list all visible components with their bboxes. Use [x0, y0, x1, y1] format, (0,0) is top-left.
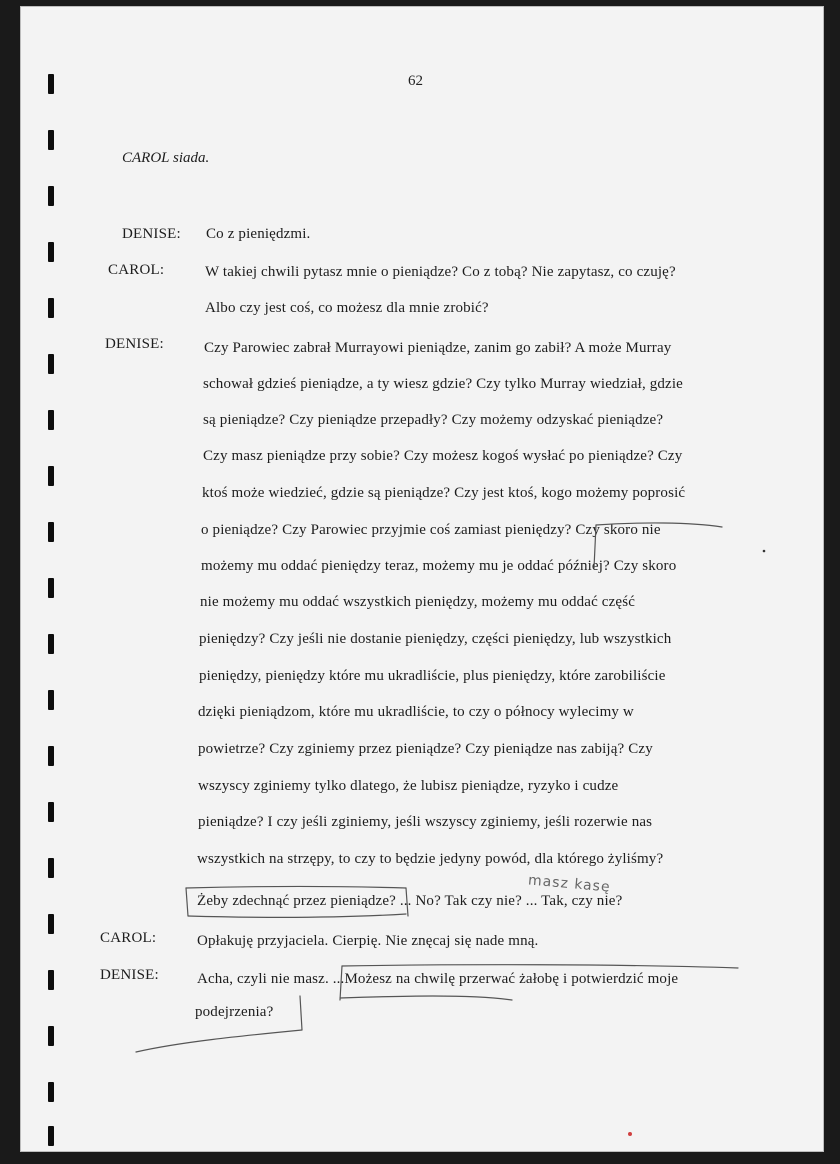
page-number: 62: [408, 73, 423, 89]
bracket-mark: [186, 888, 188, 916]
dialogue-line: o pieniądze? Czy Parowiec przyjmie coś zamiast pieniędzy? Czy skoro nie: [201, 522, 661, 538]
stage-direction: CAROL siada.: [122, 150, 210, 166]
dialogue-line: wszyscy zginiemy tylko dlatego, że lubisz pieniądze, ryzyko i cudze: [198, 778, 619, 794]
dialogue-line: Czy masz pieniądze przy sobie? Czy możesz kogoś wysłać po pieniądze? Czy: [203, 448, 683, 464]
bracket-mark: [340, 966, 342, 1000]
bracket-mark: [596, 523, 722, 527]
bracket-mark: [136, 1030, 302, 1052]
bracket-mark: [340, 996, 512, 1000]
bracket-mark: [188, 914, 406, 917]
dialogue-line: wszystkich na strzępy, to czy to będzie jedyny powód, dla którego żyliśmy?: [197, 851, 664, 867]
dialogue-line: Czy Parowiec zabrał Murrayowi pieniądze, zanim go zabił? A może Murray: [204, 340, 672, 356]
dialogue-line: Co z pieniędzmi.: [206, 226, 311, 242]
dialogue-line: dzięki pieniądzom, które mu ukradliście, to czy o północy wylecimy w: [198, 704, 634, 720]
bracket-mark: [186, 887, 406, 889]
dialogue-line: nie możemy mu oddać wszystkich pieniędzy, możemy mu oddać część: [200, 594, 636, 610]
dialogue-line: Żeby zdechnąć przez pieniądze? ... No? Tak czy nie? ... Tak, czy nie?: [197, 893, 623, 909]
speaker-name: CAROL:: [108, 262, 165, 278]
dialogue-line: pieniądze? I czy jeśli zginiemy, jeśli wszyscy zginiemy, jeśli rozerwie nas: [198, 814, 653, 830]
bracket-mark: [300, 996, 302, 1030]
dialogue-line: Albo czy jest coś, co możesz dla mnie zrobić?: [205, 300, 489, 316]
dialogue-line: powietrze? Czy zginiemy przez pieniądze? Czy pieniądze nas zabiją? Czy: [198, 741, 653, 757]
dialogue-line: W takiej chwili pytasz mnie o pieniądze? Co z tobą? Nie zapytasz, co czuję?: [205, 264, 676, 280]
dialogue-line: Acha, czyli nie masz. ...Możesz na chwilę przerwać żałobę i potwierdzić moje: [197, 971, 679, 987]
handwritten-note: masz kasę: [527, 872, 612, 896]
dialogue-line: schował gdzieś pieniądze, a ty wiesz gdzie? Czy tylko Murray wiedział, gdzie: [203, 376, 683, 392]
speaker-name: DENISE:: [122, 226, 181, 242]
ink-dot: [628, 1132, 632, 1136]
dialogue-line: Opłakuję przyjaciela. Cierpię. Nie znęcaj się nade mną.: [197, 933, 539, 949]
bracket-mark: [594, 525, 596, 568]
speaker-name: DENISE:: [105, 336, 164, 352]
bracket-mark: [406, 888, 408, 916]
speaker-name: CAROL:: [100, 930, 157, 946]
dialogue-line: podejrzenia?: [195, 1004, 274, 1020]
dialogue-line: możemy mu oddać pieniędzy teraz, możemy mu je oddać później? Czy skoro: [201, 558, 677, 574]
dialogue-line: pieniędzy? Czy jeśli nie dostanie pieniędzy, części pieniędzy, lub wszystkich: [199, 631, 672, 647]
dialogue-line: pieniędzy, pieniędzy które mu ukradliście, plus pieniędzy, które zarobiliście: [199, 668, 666, 684]
bracket-mark: [342, 965, 738, 968]
ink-dot: [763, 550, 766, 553]
dialogue-line: są pieniądze? Czy pieniądze przepadły? Czy możemy odzyskać pieniądze?: [203, 412, 664, 428]
dialogue-line: ktoś może wiedzieć, gdzie są pieniądze? Czy jest ktoś, kogo możemy poprosić: [202, 485, 686, 501]
speaker-name: DENISE:: [100, 967, 159, 983]
